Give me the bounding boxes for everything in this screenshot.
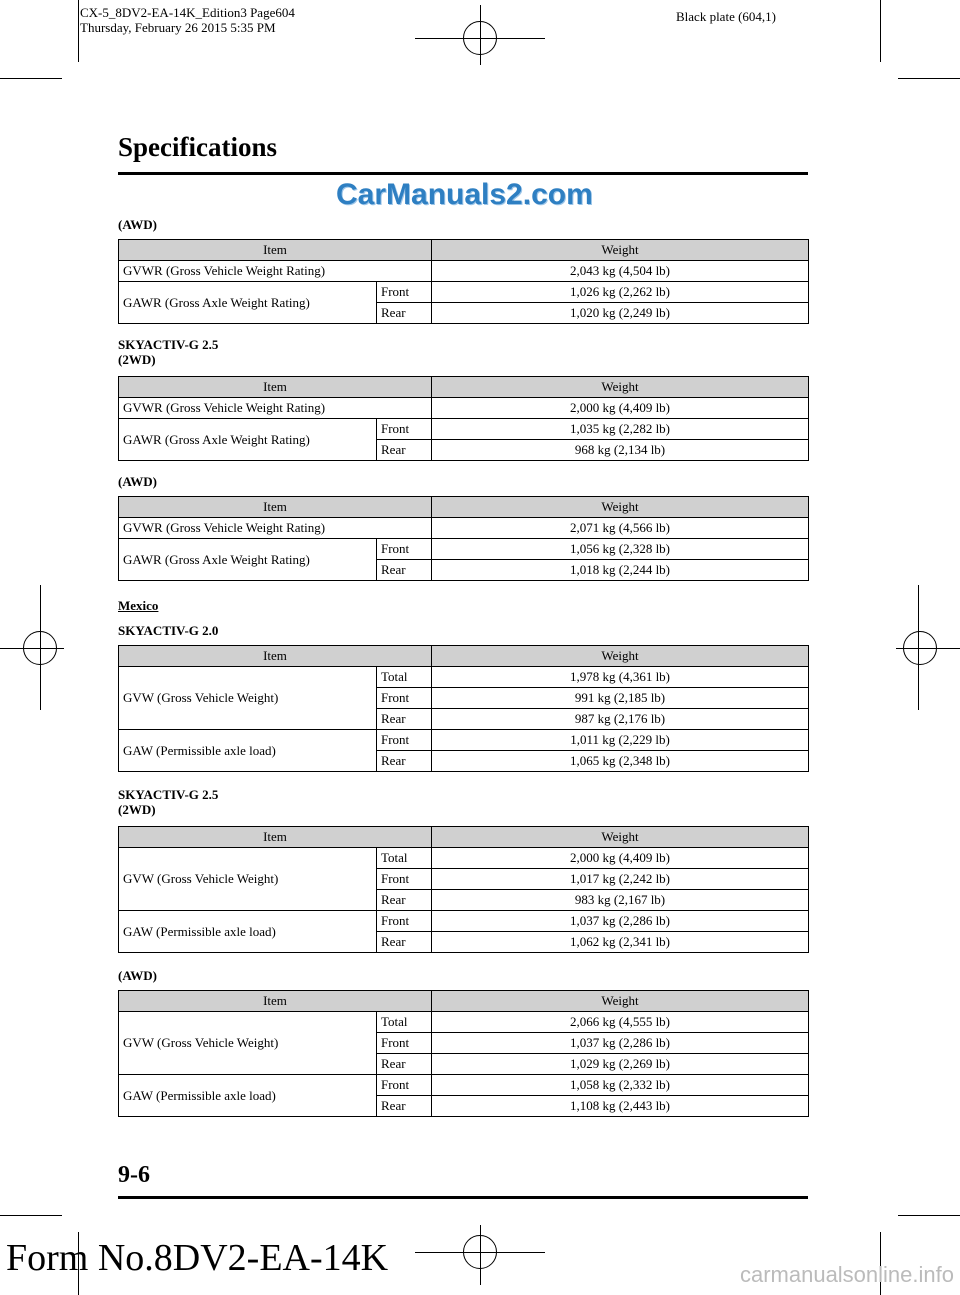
table-row: Rear 968 kg (2,134 lb)	[119, 440, 809, 461]
registration-mark	[463, 1235, 497, 1269]
section-mexico	[118, 598, 809, 613]
section-awd-mexico	[118, 968, 809, 983]
print-header	[80, 5, 295, 35]
weight-table	[118, 239, 809, 324]
form-number: Form No.8DV2-EA-14K	[6, 1237, 389, 1279]
section-awd-1	[118, 217, 809, 232]
crop-mark	[0, 1215, 62, 1216]
weight-table	[118, 496, 809, 581]
title-rule	[118, 172, 808, 175]
table-row: Rear 1,108 kg (2,443 lb)	[119, 1096, 809, 1117]
table-row: Rear 987 kg (2,176 lb)	[119, 709, 809, 730]
table-row: GVW (Gross Vehicle Weight) Total 2,066 kg (4,555 lb)	[119, 1012, 809, 1033]
section-label: (AWD)	[118, 968, 157, 983]
table-row: GVWR (Gross Vehicle Weight Rating) 2,043 kg (4,504 lb)	[119, 261, 809, 282]
col-item: Item	[119, 240, 432, 261]
table-row: GVWR (Gross Vehicle Weight Rating) 2,071 kg (4,566 lb)	[119, 518, 809, 539]
weight-table	[118, 645, 809, 772]
doc-id: CX-5_8DV2-EA-14K_Edition3 Page604	[80, 5, 295, 20]
table-row: Rear 983 kg (2,167 lb)	[119, 890, 809, 911]
section-label: (AWD)	[118, 474, 157, 489]
weight-table	[118, 826, 809, 953]
table-row: GAWR (Gross Axle Weight Rating) Front 1,026 kg (2,262 lb)	[119, 282, 809, 303]
table-6	[118, 990, 809, 1117]
table-3	[118, 496, 809, 581]
region-label: Mexico	[118, 598, 159, 613]
col-item: Item	[119, 827, 432, 848]
table-row: Rear 1,029 kg (2,269 lb)	[119, 1054, 809, 1075]
section-label: (2WD)	[118, 352, 156, 367]
table-row: GVW (Gross Vehicle Weight) Total 1,978 kg (4,361 lb)	[119, 667, 809, 688]
weight-table	[118, 376, 809, 461]
section-label: SKYACTIV-G 2.0	[118, 623, 219, 638]
page-number: 9-6	[118, 1162, 150, 1188]
section-label: SKYACTIV-G 2.5	[118, 337, 219, 352]
section-skyactiv-20	[118, 623, 809, 638]
table-row: GVWR (Gross Vehicle Weight Rating) 2,000 kg (4,409 lb)	[119, 398, 809, 419]
crop-mark	[898, 1215, 960, 1216]
col-weight: Weight	[432, 377, 809, 398]
col-weight: Weight	[432, 991, 809, 1012]
table-row: Rear 1,018 kg (2,244 lb)	[119, 560, 809, 581]
col-item: Item	[119, 377, 432, 398]
print-timestamp: Thursday, February 26 2015 5:35 PM	[80, 20, 276, 35]
table-4	[118, 645, 809, 772]
section-skyactiv-25-2wd	[118, 337, 809, 367]
table-row: Rear 1,062 kg (2,341 lb)	[119, 932, 809, 953]
registration-mark	[463, 21, 497, 55]
crop-mark	[78, 0, 79, 62]
col-item: Item	[119, 646, 432, 667]
registration-mark	[23, 631, 57, 665]
section-skyactiv-25-2wd-mexico	[118, 787, 809, 817]
table-row: GVW (Gross Vehicle Weight) Total 2,000 kg (4,409 lb)	[119, 848, 809, 869]
section-label: SKYACTIV-G 2.5	[118, 787, 219, 802]
table-2	[118, 376, 809, 461]
table-row: Front 1,037 kg (2,286 lb)	[119, 1033, 809, 1054]
table-1	[118, 239, 809, 324]
table-row: Rear 1,065 kg (2,348 lb)	[119, 751, 809, 772]
weight-table	[118, 990, 809, 1117]
table-row: GAWR (Gross Axle Weight Rating) Front 1,035 kg (2,282 lb)	[119, 419, 809, 440]
col-weight: Weight	[432, 497, 809, 518]
table-5	[118, 826, 809, 953]
col-item: Item	[119, 991, 432, 1012]
footer-rule	[118, 1196, 808, 1199]
col-weight: Weight	[432, 827, 809, 848]
col-weight: Weight	[432, 646, 809, 667]
table-row: Front 1,017 kg (2,242 lb)	[119, 869, 809, 890]
section-awd-2	[118, 474, 809, 489]
table-row: GAW (Permissible axle load) Front 1,058 kg (2,332 lb)	[119, 1075, 809, 1096]
crop-mark	[880, 0, 881, 62]
table-row: GAW (Permissible axle load) Front 1,037 kg (2,286 lb)	[119, 911, 809, 932]
table-row: Rear 1,020 kg (2,249 lb)	[119, 303, 809, 324]
site-watermark: carmanualsonline.info	[739, 1262, 954, 1287]
table-row: GAWR (Gross Axle Weight Rating) Front 1,056 kg (2,328 lb)	[119, 539, 809, 560]
crop-mark	[0, 78, 62, 79]
page-title: Specifications	[118, 132, 277, 162]
col-item: Item	[119, 497, 432, 518]
col-weight: Weight	[432, 240, 809, 261]
plate-label: Black plate (604,1)	[676, 9, 776, 24]
watermark-logo: CarManuals2.com	[336, 178, 593, 211]
crop-mark	[898, 78, 960, 79]
registration-mark	[903, 631, 937, 665]
section-label: (2WD)	[118, 802, 156, 817]
section-label: (AWD)	[118, 217, 157, 232]
table-row: Front 991 kg (2,185 lb)	[119, 688, 809, 709]
table-row: GAW (Permissible axle load) Front 1,011 kg (2,229 lb)	[119, 730, 809, 751]
